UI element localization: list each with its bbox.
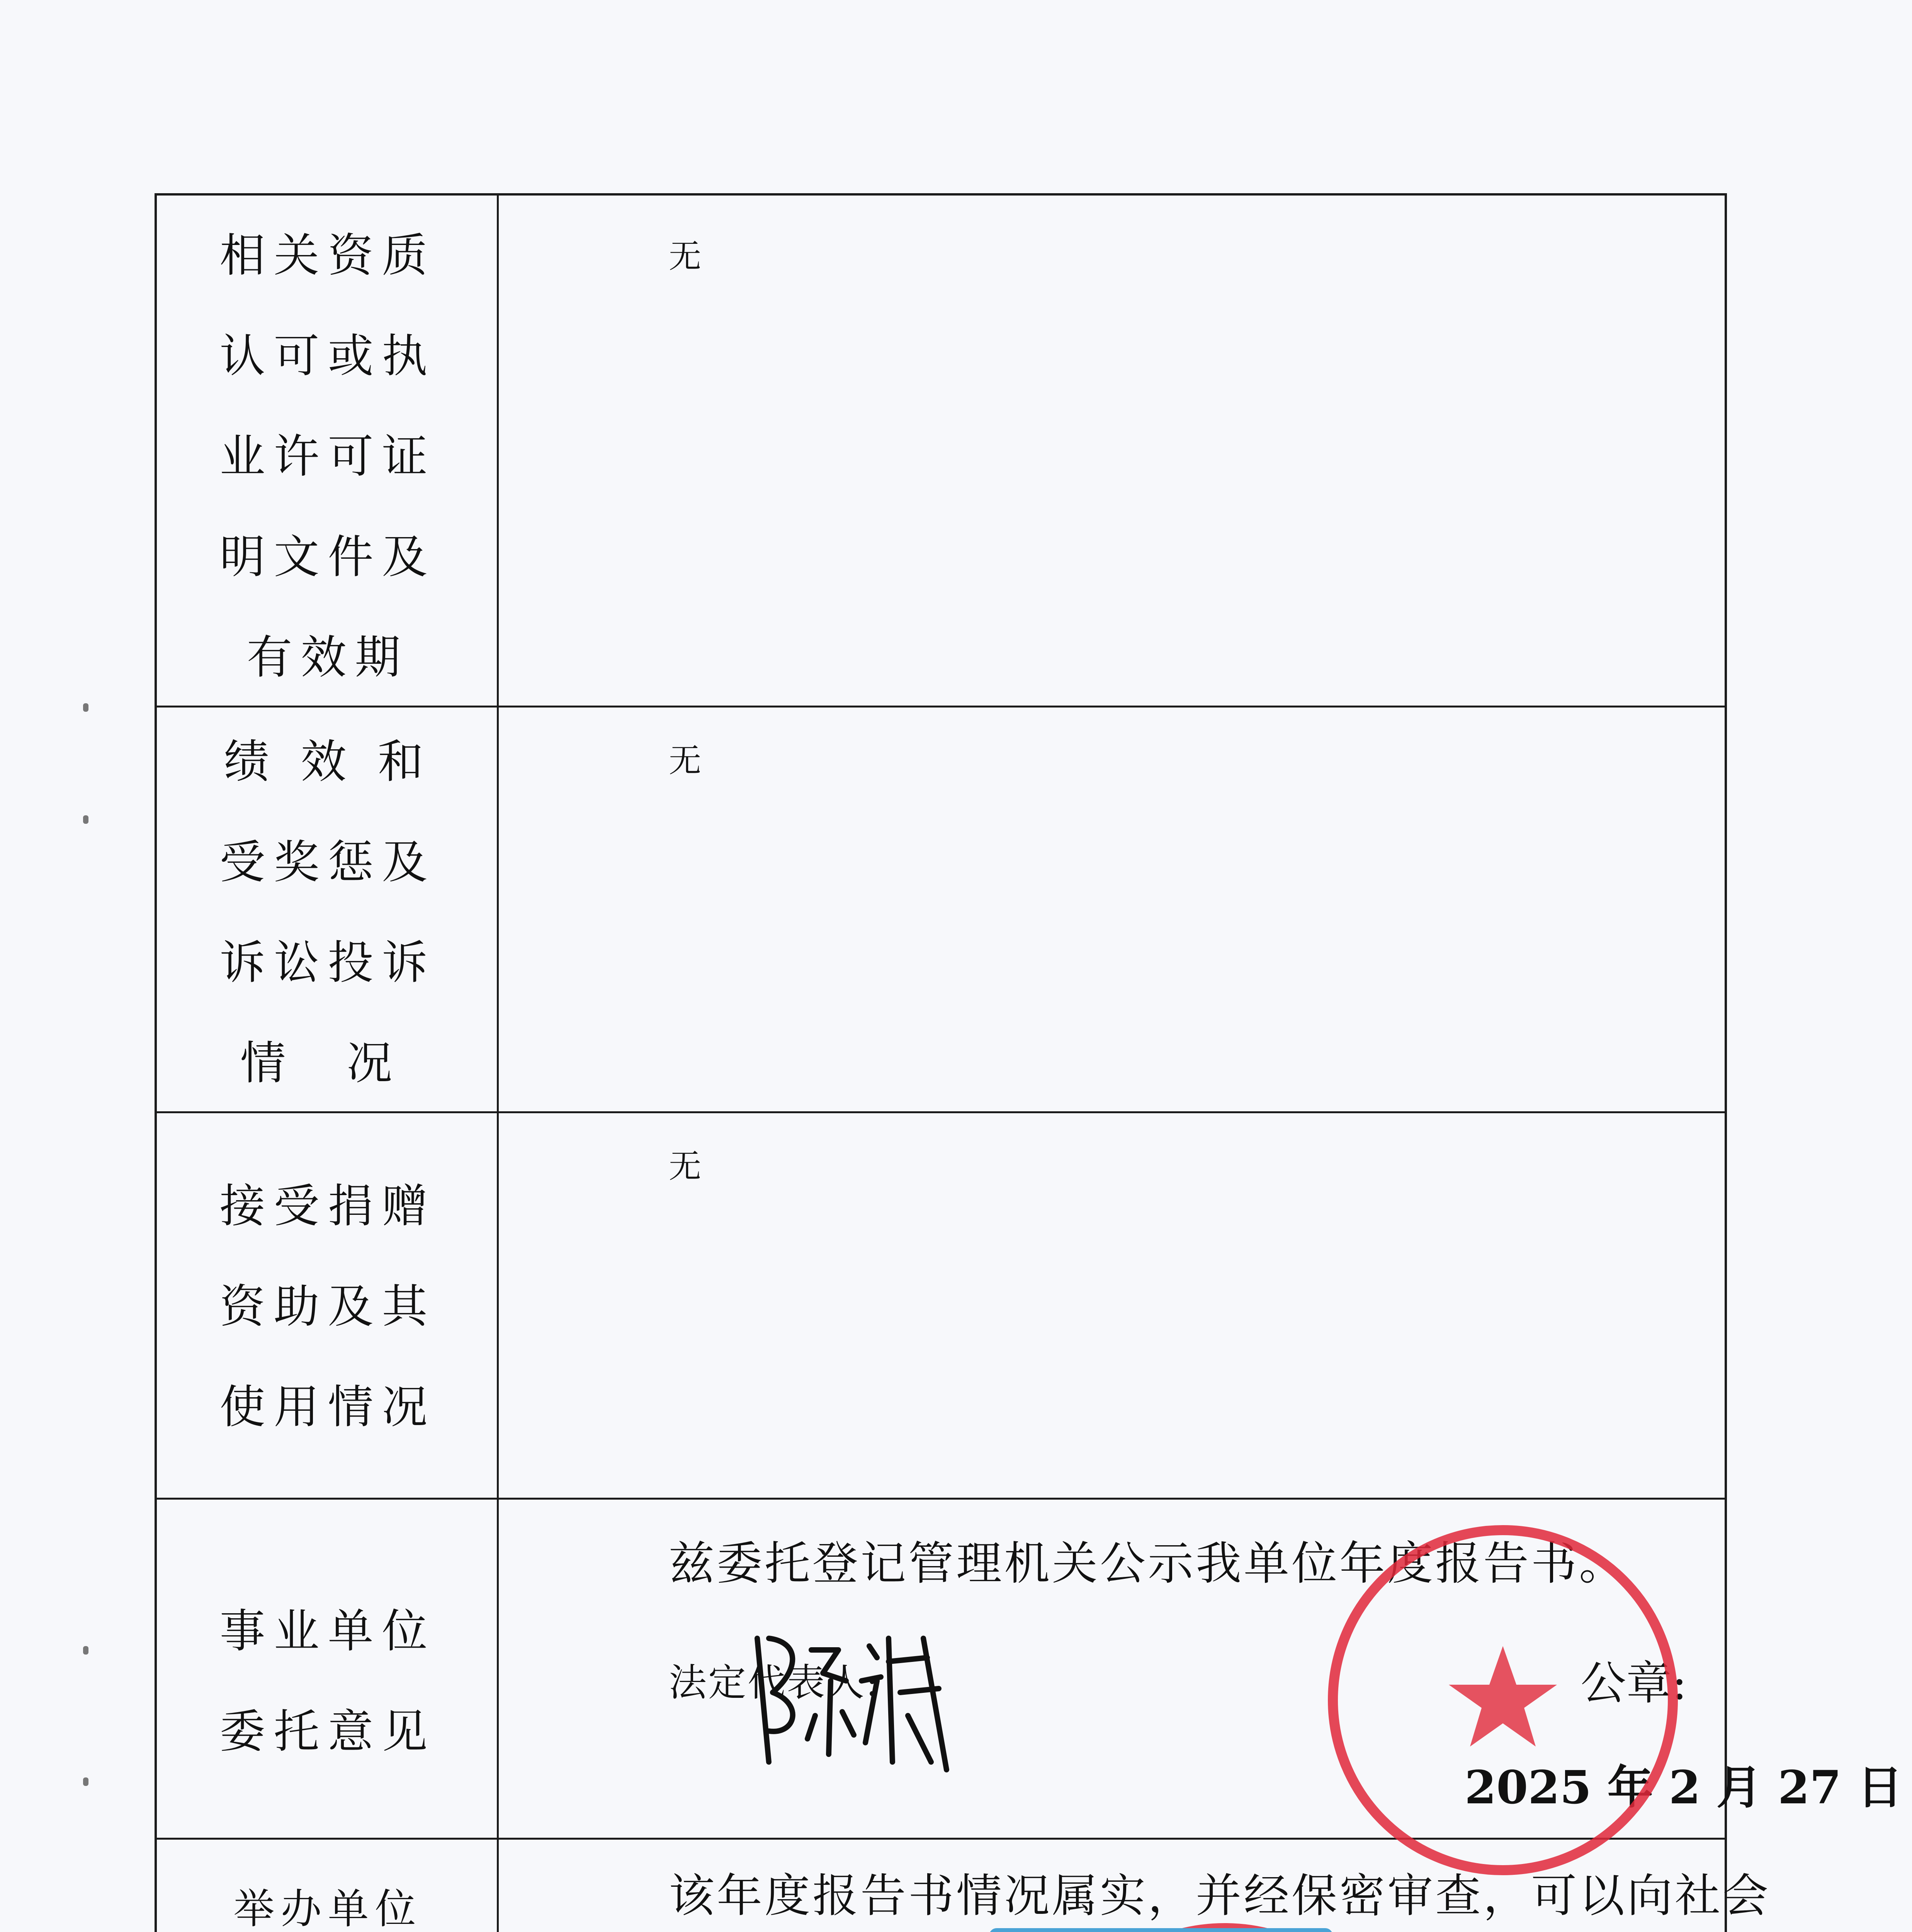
row-label-line: 接受捐赠	[219, 1179, 436, 1233]
row-label-line: 事业单位	[219, 1604, 436, 1658]
legal-rep-signature	[746, 1615, 962, 1777]
row-label-line: 有效期	[246, 631, 409, 684]
row-label-cell	[157, 1840, 499, 1932]
row-value-cell	[499, 1113, 1725, 1498]
binding-hole-mark	[83, 703, 88, 712]
row-value: 无	[669, 237, 702, 275]
row-label-line: 绩 效 和	[223, 735, 432, 788]
table-row-performance	[157, 707, 1725, 1113]
row-value-cell	[499, 196, 1725, 706]
reviewed-stamp	[989, 1928, 1333, 1932]
row-label-line: 情 况	[240, 1036, 416, 1090]
row-label-line: 使用情况	[219, 1380, 436, 1434]
binding-hole-mark	[83, 1646, 88, 1655]
row-label-cell	[157, 196, 499, 706]
row-label-cell	[157, 1113, 499, 1498]
row-label-line: 相关资质	[219, 229, 436, 282]
row-value: 无	[669, 1147, 702, 1185]
binding-hole-mark	[83, 815, 88, 824]
entrustment-statement: 兹委托登记管理机关公示我单位年度报告书。	[669, 1537, 1627, 1590]
organizer-statement-line1: 该年度报告书情况属实，并经保密审查，可以向社会	[669, 1869, 1771, 1922]
table-row-qualifications	[157, 196, 1725, 707]
row-label-line: 业许可证	[219, 430, 436, 483]
row-label-line: 举办单位	[233, 1885, 422, 1932]
table-row-donations	[157, 1113, 1725, 1500]
row-label-line: 认可或执	[219, 329, 436, 383]
unit-official-seal	[1321, 1519, 1684, 1882]
entrustment-date: 2025 年 2 月 27 日	[1465, 1760, 1903, 1814]
row-label-cell	[157, 1500, 499, 1838]
row-value-cell	[499, 707, 1725, 1111]
seal-label: 公章:	[1581, 1656, 1687, 1710]
binding-hole-mark	[83, 1777, 88, 1786]
row-label-line: 受奖惩及	[219, 835, 436, 889]
row-label-line: 诉讼投诉	[219, 936, 436, 989]
row-label-line: 委托意见	[219, 1705, 436, 1758]
row-label-line: 资助及其	[219, 1280, 436, 1333]
row-label-line: 明文件及	[219, 530, 436, 583]
legal-rep-label: 法定代表人:	[669, 1661, 880, 1705]
row-label-cell	[157, 707, 499, 1111]
row-value: 无	[669, 742, 702, 779]
